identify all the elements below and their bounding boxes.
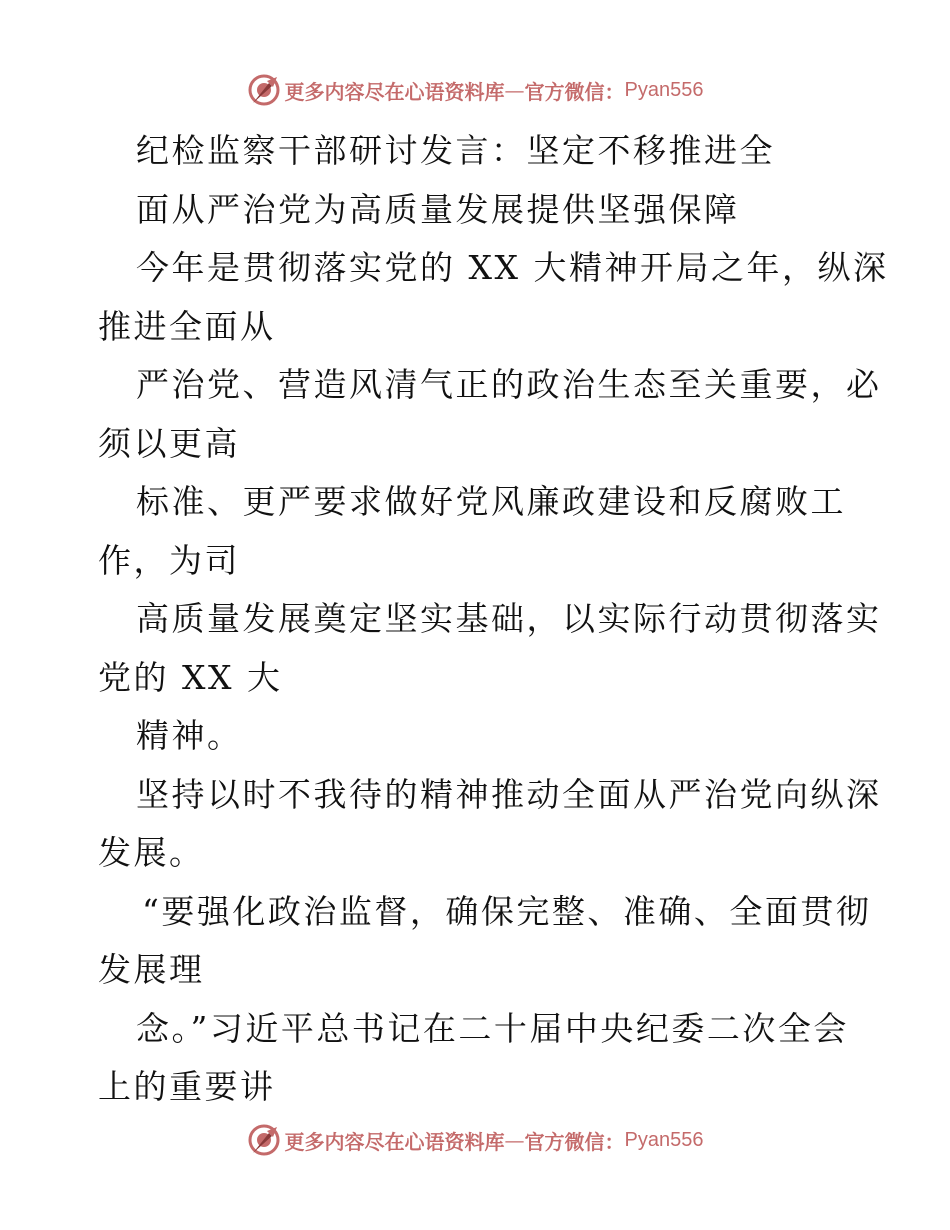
- paragraph-line: 上的重要讲: [98, 1067, 276, 1106]
- quill-logo-icon: [247, 73, 281, 107]
- section-heading-line: 发展。: [98, 833, 205, 872]
- watermark-separator: —: [504, 1128, 525, 1152]
- document-body: [98, 122, 889, 1117]
- paragraph-line: 党的 XX 大: [98, 657, 283, 697]
- title-line-2: 面从严治党为高质量发展提供坚强保障: [136, 189, 740, 229]
- footer-watermark-banner: [0, 1120, 950, 1160]
- watermark-main-text: 更多内容尽在心语资料库: [284, 1129, 505, 1154]
- paragraph-line: 念。”习近平总书记在二十届中央纪委二次全会: [136, 1008, 849, 1048]
- watermark-wechat-id: Pyan556: [624, 1128, 704, 1151]
- paragraph-line: “要强化政治监督，确保完整、准确、全面贯彻: [142, 891, 872, 931]
- paragraph-line: 标准、更严要求做好党风廉政建设和反腐败工: [136, 482, 846, 521]
- header-watermark-banner: [0, 70, 950, 110]
- paragraph-line: 精神。: [136, 716, 243, 755]
- section-heading-line: 坚持以时不我待的精神推动全面从严治党向纵深: [136, 774, 882, 814]
- paragraph-line: 今年是贯彻落实党的 XX 大精神开局之年，纵深: [136, 248, 889, 287]
- paragraph-line: 推进全面从: [98, 306, 276, 346]
- quill-logo-icon: [247, 1123, 281, 1157]
- watermark-main-text: 更多内容尽在心语资料库: [284, 79, 505, 104]
- paragraph-line: 发展理: [98, 950, 205, 989]
- paragraph-line: 须以更高: [98, 423, 240, 463]
- watermark-official-label: 官方微信：: [524, 79, 625, 104]
- watermark-official-label: 官方微信：: [524, 1129, 625, 1154]
- title-line-1: 纪检监察干部研讨发言：坚定不移推进全: [136, 131, 775, 170]
- paragraph-line: 高质量发展奠定坚实基础，以实际行动贯彻落实: [136, 599, 882, 638]
- paragraph-line: 严治党、营造风清气正的政治生态至关重要，必: [136, 365, 882, 404]
- paragraph-line: 作，为司: [98, 540, 240, 580]
- watermark-wechat-id: Pyan556: [624, 78, 704, 101]
- watermark-separator: —: [504, 78, 525, 102]
